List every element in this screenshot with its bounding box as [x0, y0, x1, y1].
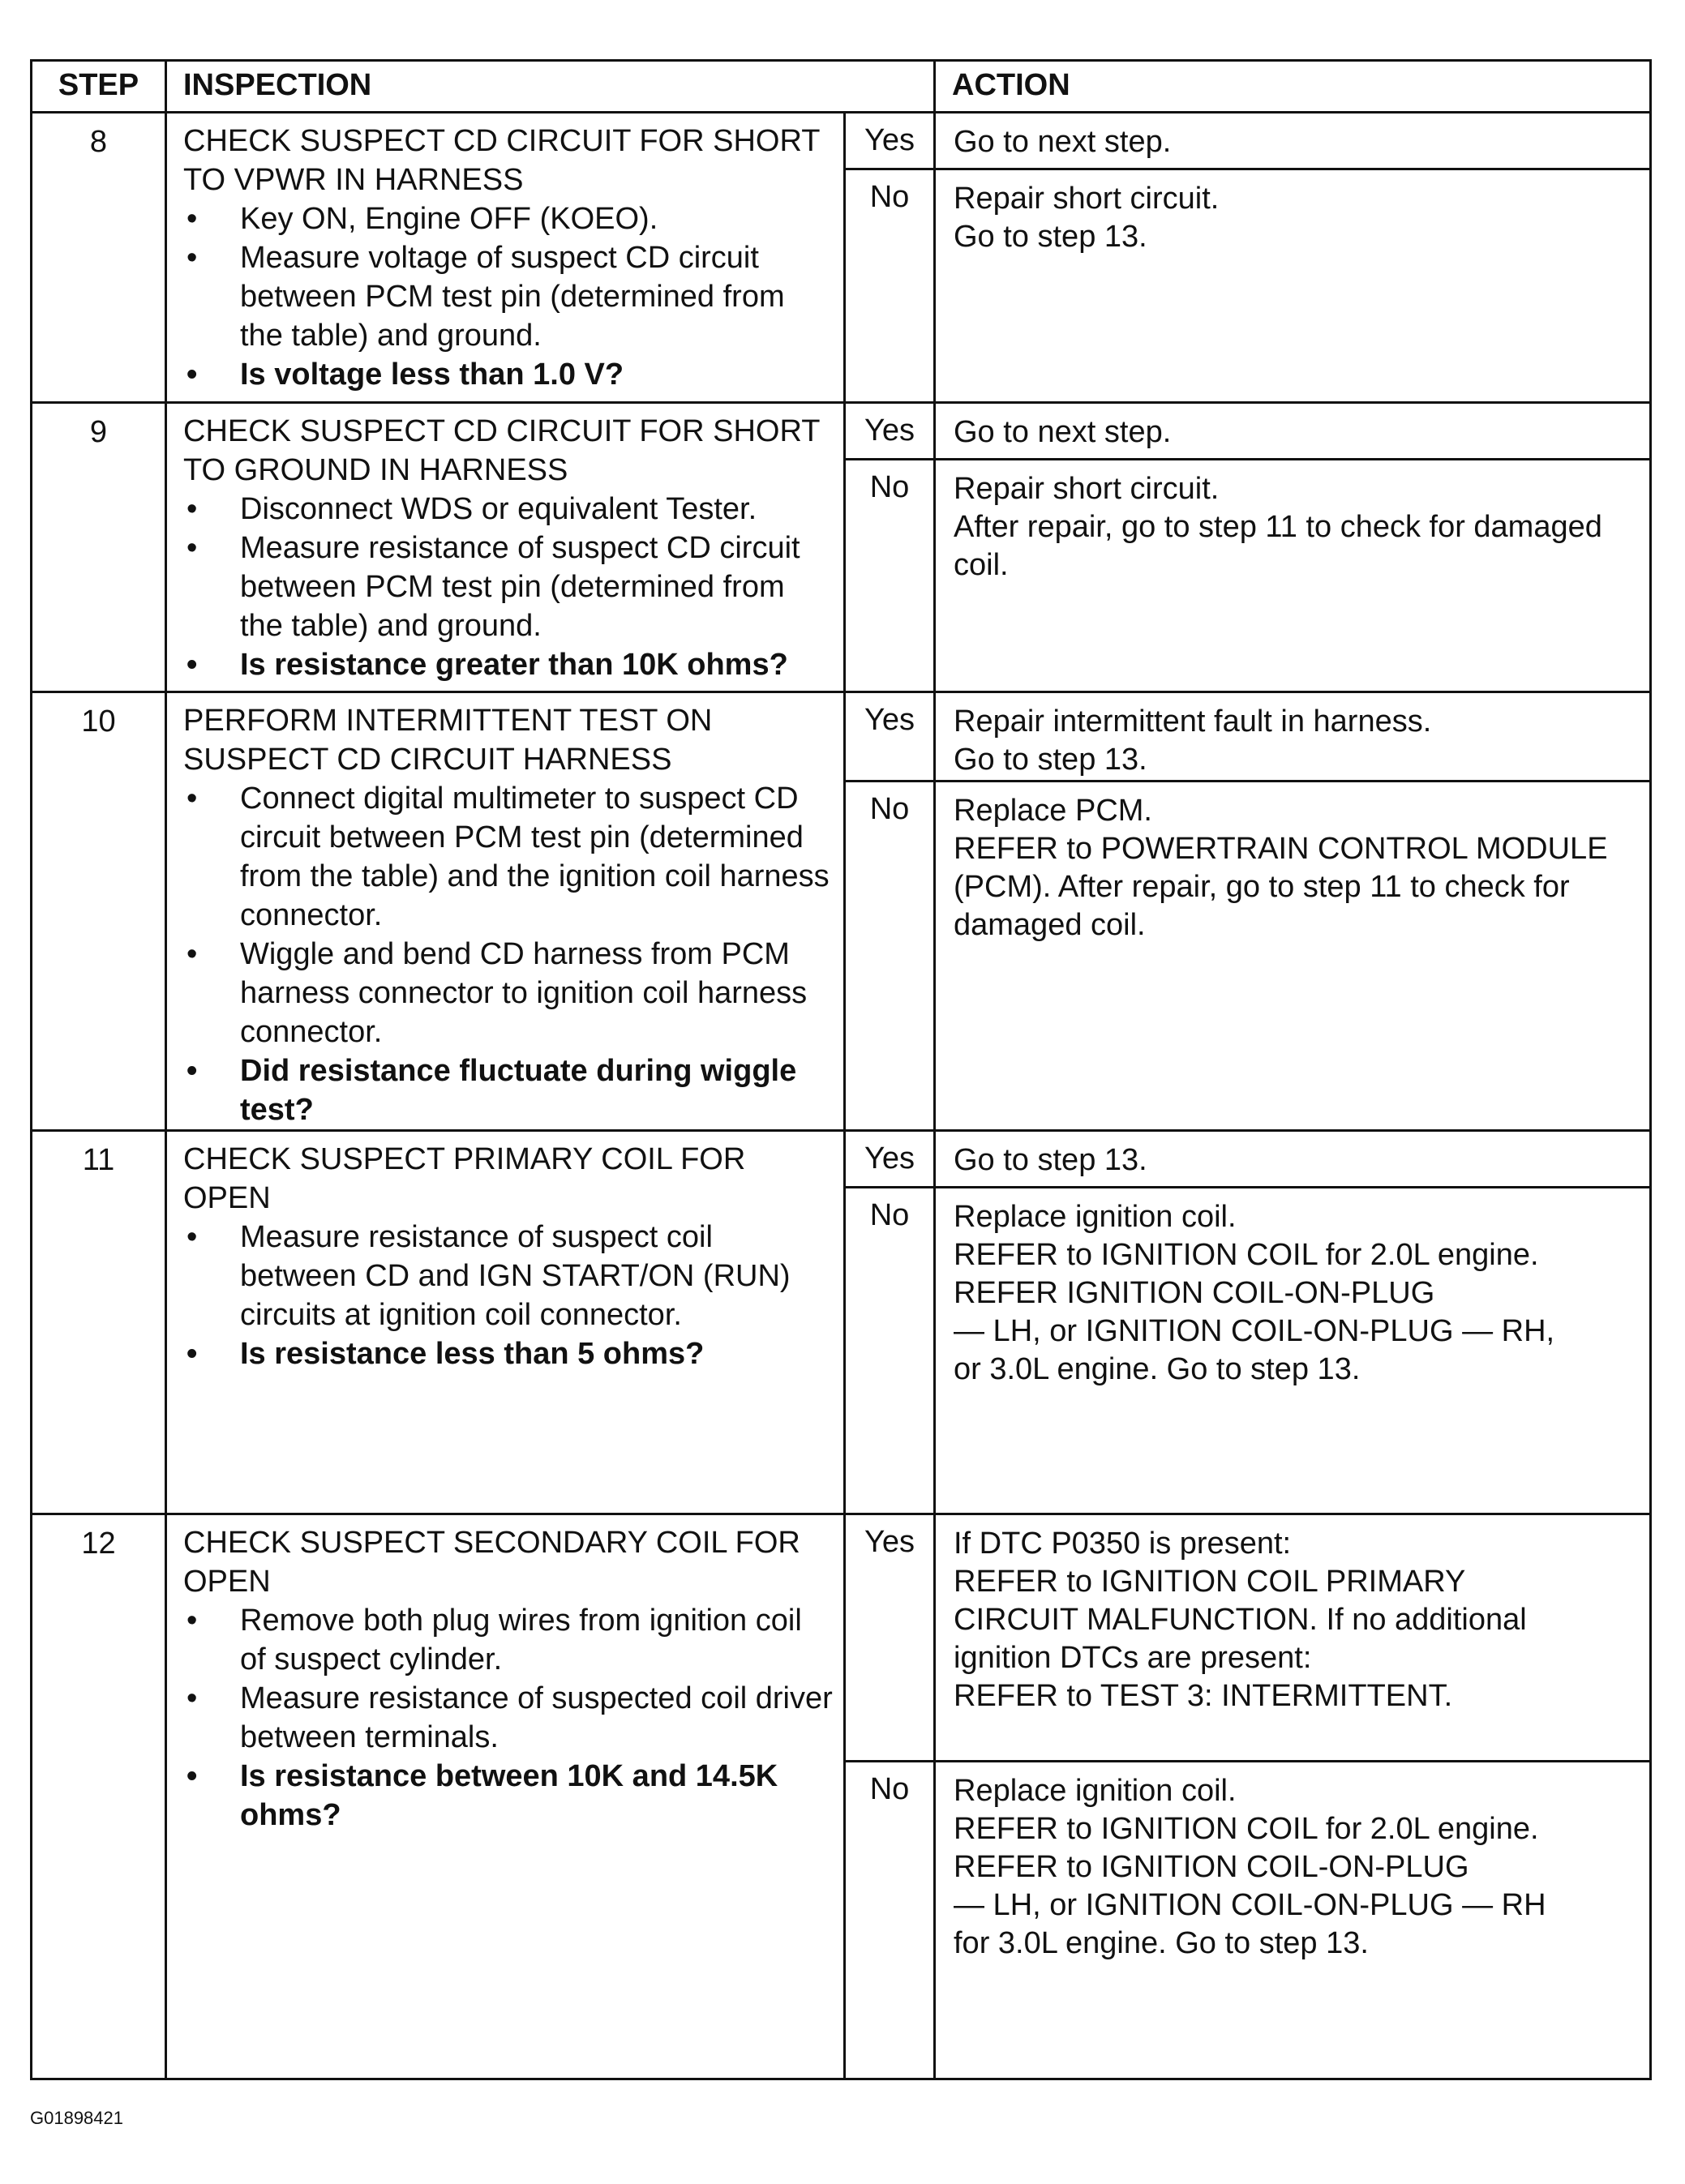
- no-action-line: REFER to IGNITION COIL-ON-PLUG: [954, 1850, 1469, 1884]
- no-action-line: After repair, go to step 11 to check for damaged coil.: [954, 510, 1602, 582]
- step-number: 11: [32, 1131, 166, 1514]
- inspection-bullet: • Wiggle and bend CD harness from PCM harness connector to ignition coil harness connector.: [183, 935, 834, 1051]
- no-action: [935, 1762, 1651, 2079]
- yes-action-line: Go to next step.: [954, 125, 1172, 159]
- no-label: No: [845, 169, 935, 403]
- no-action-line: Repair short circuit.: [954, 472, 1220, 506]
- no-action-line: — LH, or IGNITION COIL-ON-PLUG — RH,: [954, 1314, 1555, 1348]
- inspection-title: CHECK SUSPECT CD CIRCUIT FOR SHORT TO GROUND IN HARNESS: [183, 414, 820, 487]
- diagnostic-table: [30, 59, 1652, 2080]
- table-row: [32, 692, 1651, 782]
- table-row: [32, 403, 1651, 460]
- yes-action: [935, 113, 1651, 169]
- yes-label: Yes: [845, 403, 935, 460]
- inspection-bullet: • Measure resistance of suspected coil driver between terminals.: [183, 1679, 834, 1757]
- yes-action-line: REFER to TEST 3: INTERMITTENT.: [954, 1679, 1453, 1713]
- yes-action: [935, 692, 1651, 782]
- step-column-header: STEP: [32, 61, 166, 113]
- figure-id: G01898421: [30, 2108, 123, 2128]
- no-action-line: Replace PCM.: [954, 794, 1152, 829]
- table-header-row: [32, 61, 1651, 113]
- step-number: 10: [32, 692, 166, 1131]
- inspection-bullet: • Measure voltage of suspect CD circuit between PCM test pin (determined from the table) and ground.: [183, 238, 834, 355]
- no-action-line: REFER to POWERTRAIN CONTROL MODULE (PCM). After repair, go to step 11 to check for damaged coil.: [954, 832, 1608, 943]
- yes-action-line: CIRCUIT MALFUNCTION. If no additional: [954, 1603, 1527, 1637]
- no-action: [935, 1188, 1651, 1514]
- no-action: [935, 169, 1651, 403]
- inspection-question: • Is voltage less than 1.0 V?: [183, 355, 834, 394]
- yes-action: [935, 1131, 1651, 1188]
- yes-action-line: Go to step 13.: [954, 1143, 1147, 1177]
- inspection-cell: [166, 692, 845, 1131]
- no-label: No: [845, 1188, 935, 1514]
- no-action-line: Go to step 13.: [954, 220, 1147, 254]
- no-action-line: Repair short circuit.: [954, 182, 1220, 216]
- yes-action-line: Repair intermittent fault in harness.: [954, 704, 1432, 739]
- table-body: [32, 113, 1651, 2079]
- inspection-title: CHECK SUSPECT SECONDARY COIL FOR OPEN: [183, 1526, 800, 1599]
- no-action-line: Replace ignition coil.: [954, 1200, 1237, 1234]
- action-column-header: ACTION: [935, 61, 1651, 113]
- step-number: 12: [32, 1514, 166, 2079]
- no-action-line: REFER IGNITION COIL-ON-PLUG: [954, 1276, 1435, 1310]
- inspection-bullet: • Remove both plug wires from ignition coil of suspect cylinder.: [183, 1601, 834, 1679]
- inspection-bullets: [183, 490, 834, 684]
- inspection-cell: [166, 113, 845, 403]
- no-label: No: [845, 1762, 935, 2079]
- table-row: [32, 1131, 1651, 1188]
- step-number: 9: [32, 403, 166, 692]
- no-action-line: Replace ignition coil.: [954, 1774, 1237, 1808]
- table-row: [32, 1514, 1651, 1762]
- inspection-cell: [166, 1514, 845, 2079]
- yes-action-line: ignition DTCs are present:: [954, 1641, 1312, 1675]
- inspection-bullet: • Key ON, Engine OFF (KOEO).: [183, 199, 834, 238]
- no-label: No: [845, 782, 935, 1131]
- inspection-bullets: [183, 779, 834, 1129]
- inspection-column-header: INSPECTION: [166, 61, 935, 113]
- inspection-question: • Is resistance between 10K and 14.5K ohms?: [183, 1757, 834, 1835]
- no-action-line: — LH, or IGNITION COIL-ON-PLUG — RH: [954, 1888, 1546, 1922]
- no-action-line: REFER to IGNITION COIL for 2.0L engine.: [954, 1812, 1539, 1846]
- inspection-bullets: [183, 1218, 834, 1373]
- no-action: [935, 460, 1651, 692]
- yes-action-line: Go to next step.: [954, 415, 1172, 449]
- inspection-question: • Did resistance fluctuate during wiggle test?: [183, 1051, 834, 1129]
- inspection-bullet: • Disconnect WDS or equivalent Tester.: [183, 490, 834, 529]
- inspection-title: CHECK SUSPECT CD CIRCUIT FOR SHORT TO VPWR IN HARNESS: [183, 124, 820, 197]
- no-action-line: or 3.0L engine. Go to step 13.: [954, 1352, 1361, 1386]
- inspection-question: • Is resistance less than 5 ohms?: [183, 1334, 834, 1373]
- yes-label: Yes: [845, 1514, 935, 1762]
- inspection-bullet: • Measure resistance of suspect CD circuit between PCM test pin (determined from the table) and ground.: [183, 529, 834, 645]
- no-label: No: [845, 460, 935, 692]
- step-number: 8: [32, 113, 166, 403]
- yes-action-line: If DTC P0350 is present:: [954, 1527, 1292, 1561]
- table-row: [32, 113, 1651, 169]
- inspection-bullets: [183, 1601, 834, 1835]
- yes-label: Yes: [845, 692, 935, 782]
- yes-action-line: Go to step 13.: [954, 743, 1147, 777]
- inspection-question: • Is resistance greater than 10K ohms?: [183, 645, 834, 684]
- no-action-line: REFER to IGNITION COIL for 2.0L engine.: [954, 1238, 1539, 1272]
- inspection-bullet: • Connect digital multimeter to suspect CD circuit between PCM test pin (determined from the table) and the ignition coil harness connector.: [183, 779, 834, 935]
- inspection-title: CHECK SUSPECT PRIMARY COIL FOR OPEN: [183, 1142, 746, 1215]
- yes-action-line: REFER to IGNITION COIL PRIMARY: [954, 1565, 1466, 1599]
- no-action: [935, 782, 1651, 1131]
- inspection-bullet: • Measure resistance of suspect coil between CD and IGN START/ON (RUN) circuits at ignition coil connector.: [183, 1218, 834, 1334]
- yes-label: Yes: [845, 113, 935, 169]
- yes-label: Yes: [845, 1131, 935, 1188]
- inspection-title: PERFORM INTERMITTENT TEST ON SUSPECT CD CIRCUIT HARNESS: [183, 704, 713, 777]
- yes-action: [935, 403, 1651, 460]
- diagnostic-table-page: [30, 59, 1649, 2080]
- inspection-bullets: [183, 199, 834, 394]
- inspection-cell: [166, 403, 845, 692]
- inspection-cell: [166, 1131, 845, 1514]
- no-action-line: for 3.0L engine. Go to step 13.: [954, 1926, 1369, 1960]
- yes-action: [935, 1514, 1651, 1762]
